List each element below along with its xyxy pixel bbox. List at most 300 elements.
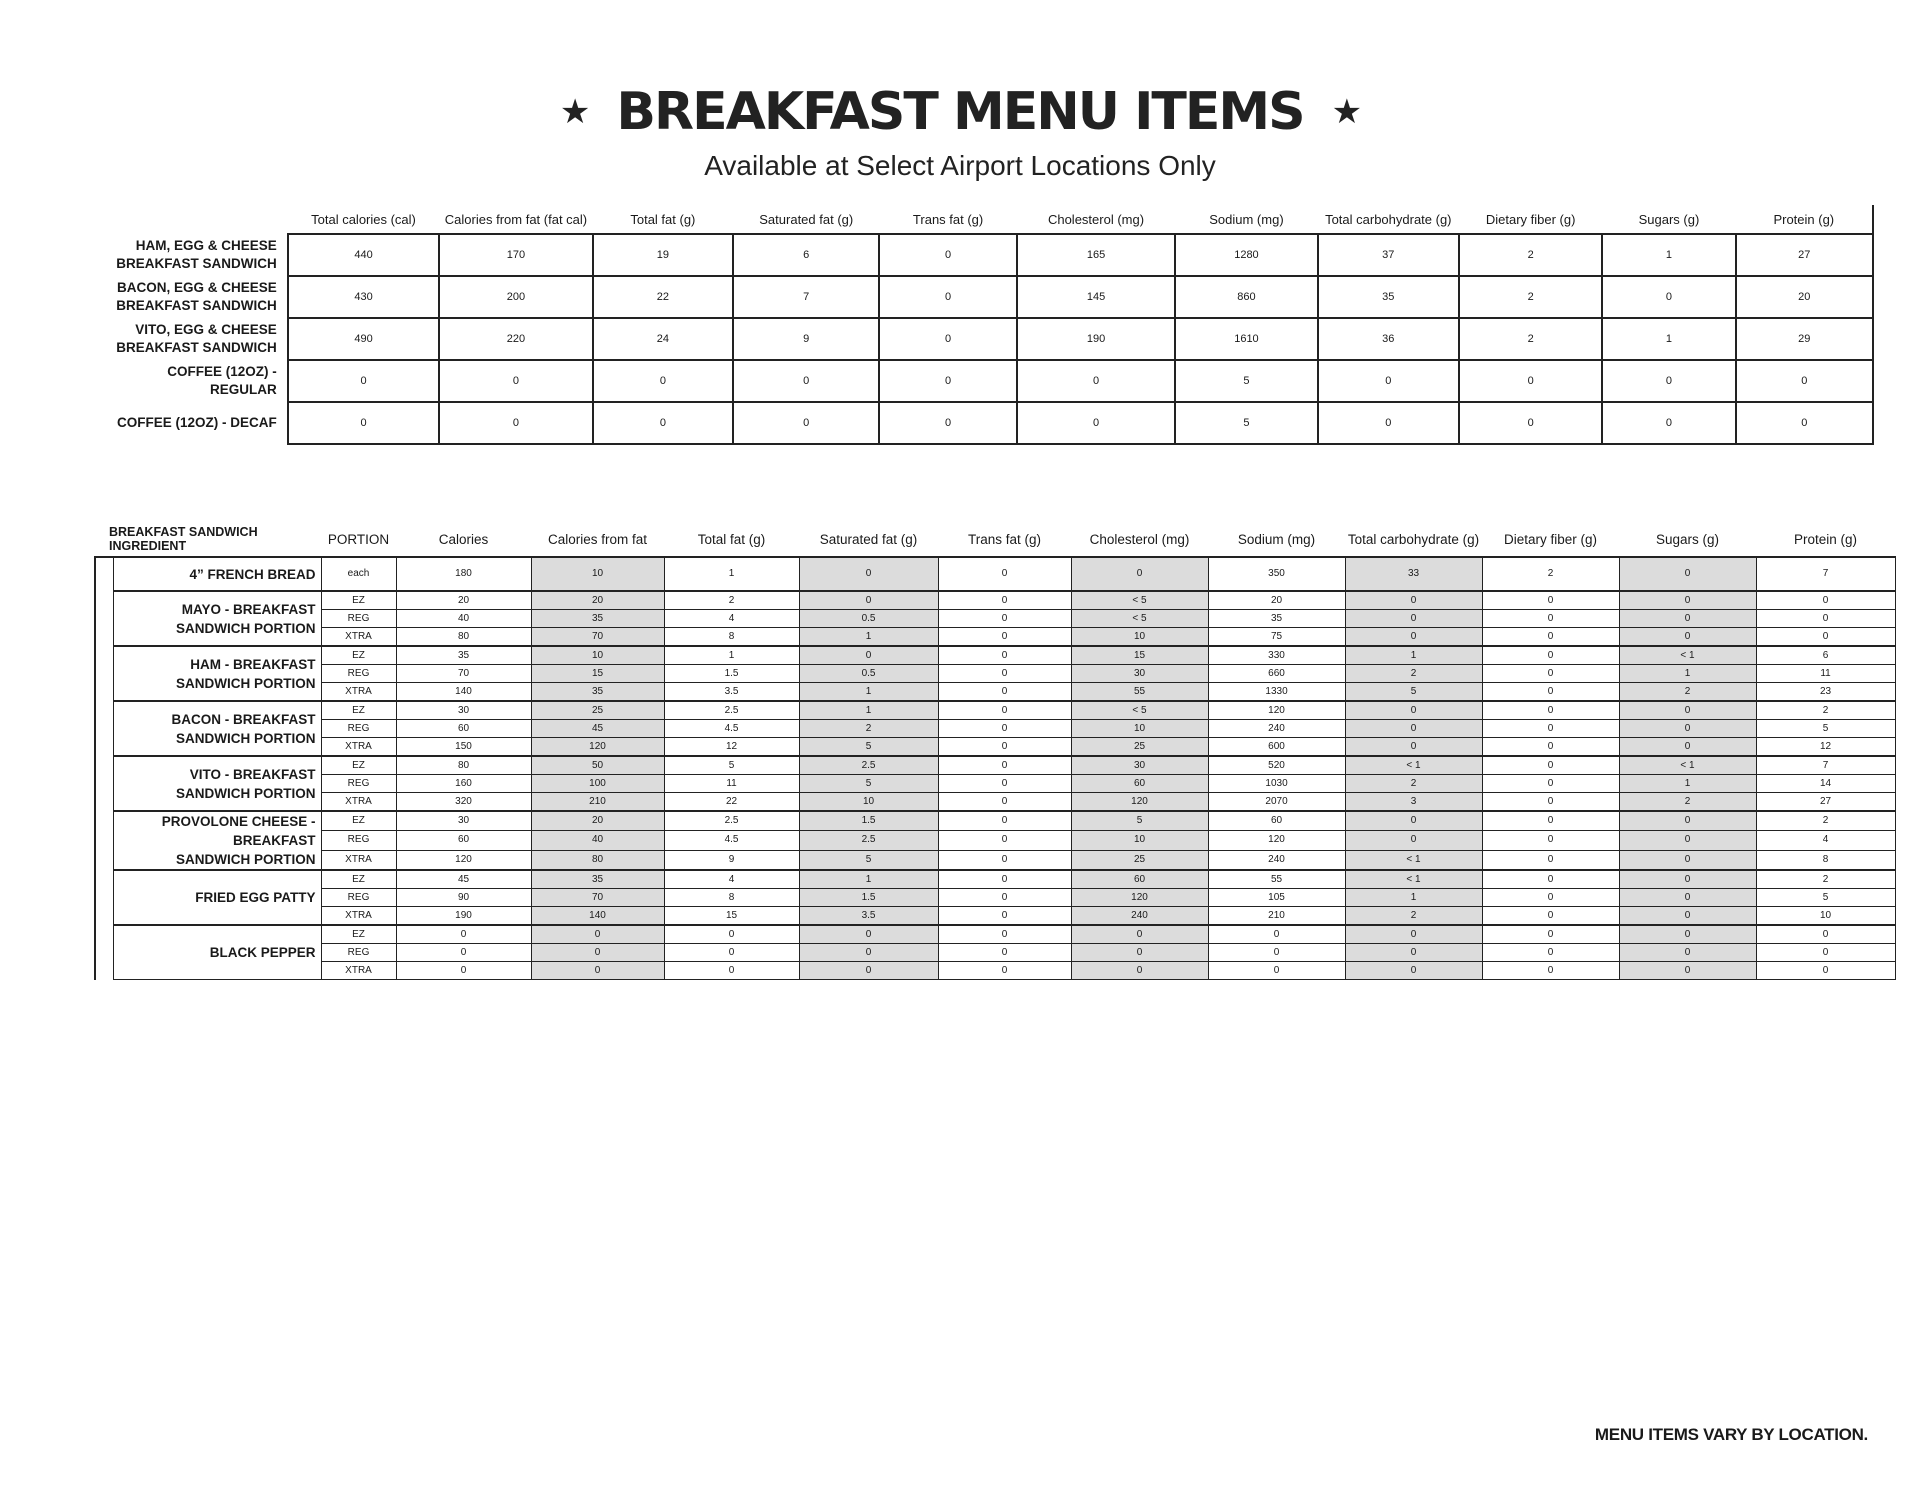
table-cell: 0 [593,360,733,402]
table-cell: 0 [1345,811,1482,831]
column-header: Sugars (g) [1656,531,1720,547]
table-cell: 1 [1602,318,1735,360]
table-row [95,610,1895,628]
menu-item-name: COFFEE (12OZ) - REGULAR [167,364,277,397]
table-cell: 0 [1619,610,1756,628]
table-cell: 0 [879,318,1016,360]
table-cell: 12 [1756,738,1895,757]
table-cell: 0 [288,360,439,402]
ingredient-name: BACON - BREAKFAST SANDWICH PORTION [113,701,321,756]
table-cell: 3.5 [799,907,938,926]
star-icon: ★ [559,92,589,132]
table-cell: 0 [938,850,1071,870]
ingredient-name: FRIED EGG PATTY [113,870,321,925]
table-cell: 2.5 [664,811,799,831]
table-cell: 600 [1208,738,1345,757]
table-cell: 1.5 [664,665,799,683]
portion-cell: REG [321,944,396,962]
table-cell: 0 [1208,962,1345,980]
column-header: Protein (g) [1736,205,1873,234]
table-row [95,831,1895,850]
table-cell: 2 [1345,665,1482,683]
portion-cell: XTRA [321,962,396,980]
table-cell: 70 [531,889,664,907]
portion-cell: REG [321,610,396,628]
table-cell: 23 [1756,683,1895,702]
table-cell: 60 [1208,811,1345,831]
table-cell: 0 [1208,944,1345,962]
portion-cell: XTRA [321,738,396,757]
column-header: Dietary fiber (g) [1504,531,1598,547]
portion-header: PORTION [327,531,390,547]
table-cell: 22 [593,276,733,318]
table-cell: 0 [938,628,1071,647]
table-cell: 0 [938,811,1071,831]
table-cell: 240 [1071,907,1208,926]
table-cell: 660 [1208,665,1345,683]
table-cell: 190 [396,907,531,926]
table-cell: 27 [1756,793,1895,812]
portion-cell: XTRA [321,907,396,926]
table-row [95,628,1895,647]
table-cell: 0 [799,591,938,610]
table-cell: 1 [799,683,938,702]
table-cell: 0 [664,962,799,980]
table-cell: 20 [531,811,664,831]
table-cell: 0 [879,402,1016,444]
ingredient-name: PROVOLONE CHEESE - BREAKFAST SANDWICH PORTION [113,811,321,870]
table-cell: 0 [1619,831,1756,850]
table-cell: 1610 [1175,318,1317,360]
table-cell: 14 [1756,775,1895,793]
table-cell: 0 [1482,646,1619,665]
table-cell: 0 [938,756,1071,775]
table-cell: 0 [1482,591,1619,610]
table-cell: 0 [1602,402,1735,444]
table-cell: 1.5 [799,889,938,907]
table-cell: 0 [1619,811,1756,831]
table-cell: 75 [1208,628,1345,647]
table-cell: 140 [396,683,531,702]
table-cell: 0 [938,870,1071,889]
column-header: Total fat (g) [630,211,696,227]
column-header: Trans fat (g) [912,211,984,227]
table-row [95,925,1895,944]
table-cell: 0 [1619,591,1756,610]
table-cell: 0 [799,962,938,980]
ingredient-nutrition-table [94,522,1896,980]
table-cell: 0 [396,962,531,980]
table-cell: 2 [1459,276,1602,318]
column-header: Cholesterol (mg) [1047,211,1145,227]
table-cell: 2 [1345,775,1482,793]
table-row [95,665,1895,683]
table-cell: 0 [1017,402,1176,444]
table-cell: 0 [1482,907,1619,926]
table-cell: 0 [1619,628,1756,647]
table-cell: 40 [396,610,531,628]
table-cell: 330 [1208,646,1345,665]
table-cell: 0 [1756,610,1895,628]
table-cell: 0 [1756,591,1895,610]
table-cell: 55 [1208,870,1345,889]
table-cell: 0 [1345,720,1482,738]
ingredient-name: HAM - BREAKFAST SANDWICH PORTION [113,646,321,701]
portion-cell: REG [321,720,396,738]
table-cell: 8 [664,628,799,647]
table-cell: 4 [1756,831,1895,850]
table-row [95,683,1895,702]
table-cell: 0 [1482,738,1619,757]
table-row [100,276,1873,318]
ingredient-name: VITO - BREAKFAST SANDWICH PORTION [113,756,321,811]
table-cell: 210 [531,793,664,812]
table-cell: 33 [1345,557,1482,591]
column-header: Sugars (g) [1638,211,1700,227]
table-cell: 0 [1345,628,1482,647]
table-cell: 70 [396,665,531,683]
table-cell: 0 [1482,665,1619,683]
table-cell: 220 [439,318,592,360]
table-cell: 0 [879,276,1016,318]
table-cell: 7 [1756,756,1895,775]
table-cell: 0 [1208,925,1345,944]
table-row [100,360,1873,402]
column-header: Total carbohydrate (g) [1325,211,1452,227]
table-cell: 5 [799,850,938,870]
column-header: Trans fat (g) [968,531,1042,547]
table-cell: 0 [396,944,531,962]
column-header: Dietary fiber (g) [1485,211,1576,227]
table-row [100,234,1873,276]
menu-nutrition-table [100,205,1874,445]
table-row [95,870,1895,889]
table-cell: 2 [1756,811,1895,831]
table-cell: 20 [1208,591,1345,610]
column-header: Saturated fat (g) [819,531,918,547]
table-cell: 240 [1208,850,1345,870]
table-cell: 0 [1482,944,1619,962]
table-cell: 0 [1459,360,1602,402]
table-cell: 9 [664,850,799,870]
column-header: Total calories (cal) [311,211,416,227]
table-cell: 0 [938,557,1071,591]
star-icon: ★ [1331,92,1361,132]
table-cell: 5 [1756,889,1895,907]
table-cell: 5 [799,738,938,757]
table-cell: 160 [396,775,531,793]
table-cell: 2 [799,720,938,738]
table-cell: 15 [531,665,664,683]
table-row [95,738,1895,757]
table-cell: 25 [1071,738,1208,757]
portion-cell: EZ [321,925,396,944]
table-cell: < 1 [1619,646,1756,665]
table-cell: 55 [1071,683,1208,702]
table-cell: 0 [1482,756,1619,775]
table-cell: 10 [1756,907,1895,926]
table-cell: 2 [1756,701,1895,720]
column-header: Calories from fat [548,531,648,547]
table-cell: 1330 [1208,683,1345,702]
table-cell: 2 [1619,683,1756,702]
table-cell: 0 [1619,557,1756,591]
column-header: Sodium (mg) [1237,531,1316,547]
table-cell: < 1 [1345,756,1482,775]
table-cell: 20 [396,591,531,610]
column-header: Sodium (mg) [1209,211,1284,227]
table-cell: 0 [1071,925,1208,944]
table-cell: 6 [1756,646,1895,665]
table-cell: 440 [288,234,439,276]
table-cell: 4 [664,610,799,628]
table-cell: 1 [1602,234,1735,276]
table-cell: 3 [1345,793,1482,812]
column-header: Total carbohydrate (g) [1347,531,1480,547]
table-cell: 9 [733,318,879,360]
table-cell: 0 [938,925,1071,944]
ingredient-header: BREAKFAST SANDWICH INGREDIENT [109,525,258,553]
table-gutter [95,557,113,980]
table-cell: 0 [1482,831,1619,850]
table-cell: 0.5 [799,665,938,683]
table-cell: 0 [1482,775,1619,793]
table-cell: 80 [396,628,531,647]
table-cell: 0 [1482,628,1619,647]
table-cell: 0 [396,925,531,944]
column-header: Cholesterol (mg) [1089,531,1190,547]
table-cell: 0 [1482,610,1619,628]
column-header: Saturated fat (g) [759,211,854,227]
table-cell: 0 [733,360,879,402]
table-cell: 0 [1345,591,1482,610]
title-text: BREAKFAST MENU ITEMS [616,82,1304,142]
table-cell: 60 [396,831,531,850]
table-cell: 0 [1602,276,1735,318]
table-cell: 145 [1017,276,1176,318]
table-row [95,962,1895,980]
table-cell: 165 [1017,234,1176,276]
table-cell: 0 [439,360,592,402]
table-cell: 0 [439,402,592,444]
table-cell: 35 [1318,276,1459,318]
table-cell: 15 [664,907,799,926]
table-row [95,793,1895,812]
table-cell: 30 [396,811,531,831]
table-cell: 170 [439,234,592,276]
table-cell: 1 [799,701,938,720]
table-cell: 11 [664,775,799,793]
table-cell: < 5 [1071,701,1208,720]
table-row [100,318,1873,360]
table-cell: 150 [396,738,531,757]
table-cell: 1 [664,646,799,665]
portion-cell: EZ [321,756,396,775]
table-cell: 7 [1756,557,1895,591]
table-cell: 90 [396,889,531,907]
table-cell: 40 [531,831,664,850]
portion-cell: XTRA [321,793,396,812]
table-cell: 0 [531,944,664,962]
table-cell: 0 [938,738,1071,757]
table-cell: < 5 [1071,610,1208,628]
table-cell: 19 [593,234,733,276]
table-cell: 80 [531,850,664,870]
table-cell: 60 [1071,775,1208,793]
table-cell: 1 [1345,889,1482,907]
table-cell: 60 [1071,870,1208,889]
table-row [95,720,1895,738]
table-cell: 0 [938,775,1071,793]
table-cell: 100 [531,775,664,793]
table-cell: 0 [1736,402,1873,444]
portion-cell: each [321,557,396,591]
table-row [95,811,1895,831]
table-cell: 6 [733,234,879,276]
table-cell: 0 [1619,889,1756,907]
table-cell: 27 [1736,234,1873,276]
table-cell: 0 [1482,683,1619,702]
table-cell: 2.5 [664,701,799,720]
table-cell: 180 [396,557,531,591]
table-cell: 29 [1736,318,1873,360]
table-cell: 8 [664,889,799,907]
page-title [560,82,1360,142]
table-cell: 50 [531,756,664,775]
table-cell: 5 [1175,360,1317,402]
table-cell: 8 [1756,850,1895,870]
table-row [95,850,1895,870]
table-cell: 0 [1619,925,1756,944]
table-cell: 0 [938,962,1071,980]
table-cell: 0 [1071,944,1208,962]
table-cell: 320 [396,793,531,812]
table-cell: 12 [664,738,799,757]
table-cell: < 5 [1071,591,1208,610]
table-cell: 35 [1208,610,1345,628]
table-cell: 35 [531,683,664,702]
table-cell: 0 [1345,944,1482,962]
table-cell: 5 [1756,720,1895,738]
page-header [0,82,1920,182]
table-cell: 5 [799,775,938,793]
table-cell: 0 [1619,850,1756,870]
table-cell: 2 [664,591,799,610]
table-cell: 25 [531,701,664,720]
table-cell: 120 [531,738,664,757]
portion-cell: REG [321,665,396,683]
table-cell: 4 [664,870,799,889]
portion-cell: REG [321,775,396,793]
table-cell: 5 [1345,683,1482,702]
table-cell: 20 [531,591,664,610]
table-row [100,402,1873,444]
table-cell: 1280 [1175,234,1317,276]
table-cell: 5 [1071,811,1208,831]
table-cell: 36 [1318,318,1459,360]
table-cell: 520 [1208,756,1345,775]
table-row [95,889,1895,907]
portion-cell: REG [321,889,396,907]
table-cell: 2 [1756,870,1895,889]
column-header: Calories from fat (fat cal) [444,211,588,227]
table-cell: 0 [1619,907,1756,926]
table-cell: 0 [799,557,938,591]
table-cell: 1.5 [799,811,938,831]
table-cell: 0 [1345,610,1482,628]
table-cell: 240 [1208,720,1345,738]
table-cell: 2 [1619,793,1756,812]
table-row [95,701,1895,720]
table-cell: 30 [1071,756,1208,775]
table-cell: 0 [1619,944,1756,962]
table-cell: 1 [1345,646,1482,665]
table-cell: 0 [938,907,1071,926]
table-cell: 120 [396,850,531,870]
table-cell: 10 [1071,628,1208,647]
portion-cell: XTRA [321,628,396,647]
table-row [95,591,1895,610]
table-cell: 120 [1071,889,1208,907]
portion-cell: EZ [321,811,396,831]
table-cell: 0 [1482,925,1619,944]
table-cell: 60 [396,720,531,738]
table-cell: 10 [531,646,664,665]
table-cell: 2 [1482,557,1619,591]
table-cell: 0 [938,683,1071,702]
table-cell: 20 [1736,276,1873,318]
page-subtitle: Available at Select Airport Locations Only [704,150,1216,181]
table-cell: 120 [1208,831,1345,850]
ingredient-name: MAYO - BREAKFAST SANDWICH PORTION [113,591,321,646]
table-cell: 25 [1071,850,1208,870]
table-cell: 200 [439,276,592,318]
table-cell: 0 [879,360,1016,402]
table-cell: 10 [1071,831,1208,850]
table-cell: 2.5 [799,831,938,850]
portion-cell: XTRA [321,850,396,870]
table-cell: 0 [1345,738,1482,757]
table-cell: 0 [1017,360,1176,402]
table-cell: 0 [593,402,733,444]
table-cell: 1030 [1208,775,1345,793]
table-cell: 2 [1459,234,1602,276]
portion-cell: EZ [321,646,396,665]
table-cell: 0 [1345,925,1482,944]
table-cell: 30 [396,701,531,720]
table-cell: 0 [1345,701,1482,720]
table-cell: 1 [799,628,938,647]
table-cell: 0 [1619,962,1756,980]
ingredient-name: 4” FRENCH BREAD [113,557,321,591]
table-cell: 7 [733,276,879,318]
table-cell: 0 [938,701,1071,720]
table-cell: 1 [799,870,938,889]
table-cell: 2070 [1208,793,1345,812]
table-cell: 0 [1756,944,1895,962]
table-cell: 45 [396,870,531,889]
table-cell: 4.5 [664,831,799,850]
menu-item-name: VITO, EGG & CHEESE BREAKFAST SANDWICH [116,322,277,355]
table-cell: 10 [531,557,664,591]
table-cell: 0 [1482,793,1619,812]
table-row [95,944,1895,962]
table-cell: 35 [531,870,664,889]
table-cell: 0 [1071,557,1208,591]
menu-item-name: COFFEE (12OZ) - DECAF [117,415,277,430]
table-cell: 0 [1482,701,1619,720]
portion-cell: REG [321,831,396,850]
